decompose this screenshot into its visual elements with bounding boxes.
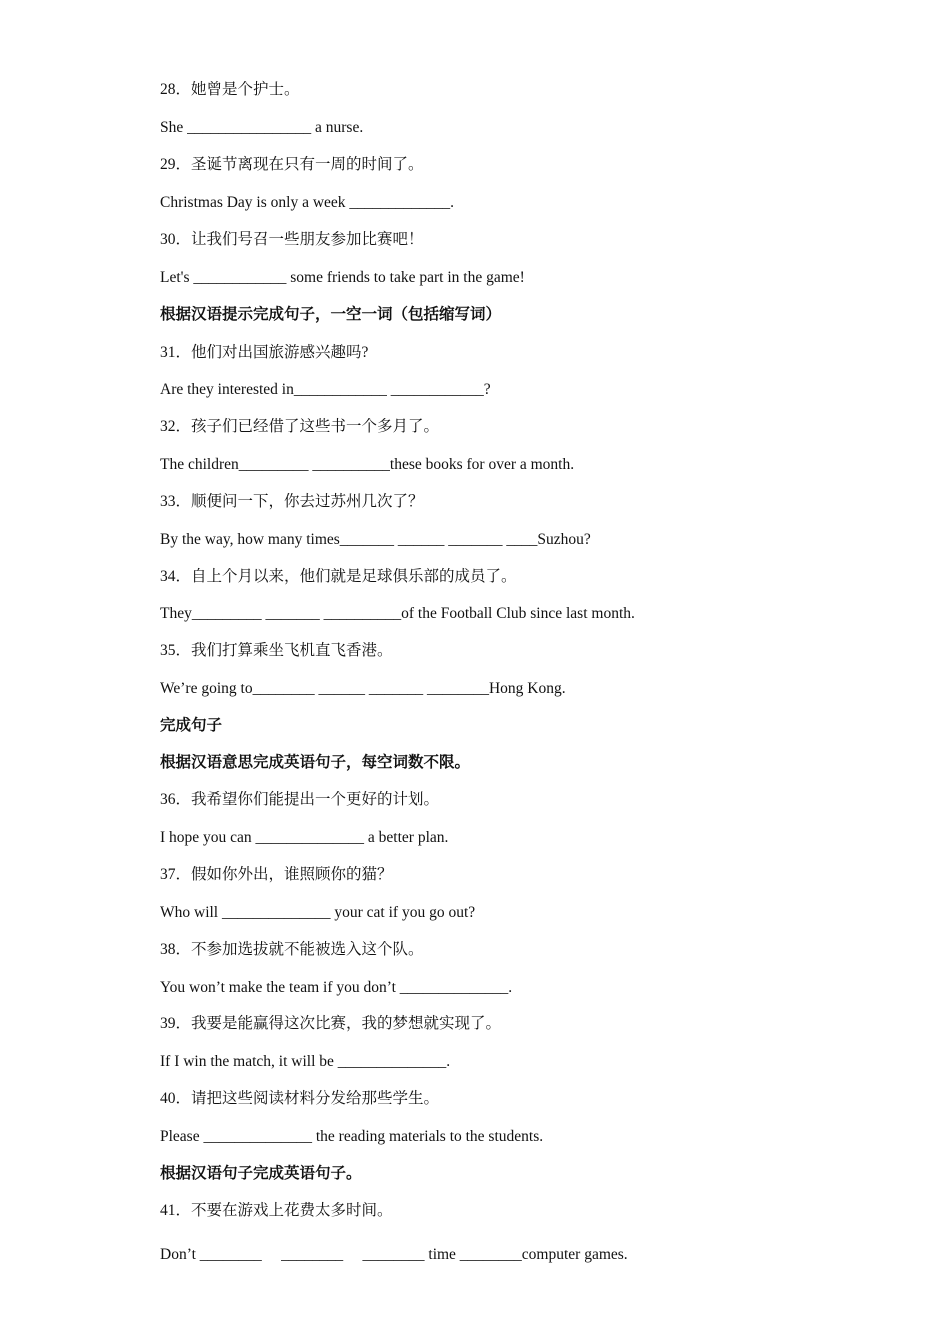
section-heading: 根据汉语意思完成英语句子，每空词数不限。 (160, 754, 471, 771)
question-sentence-en: If I win the match, it will be ______________. (160, 1053, 451, 1070)
question-sentence-en: The children_________ __________these books for over a month. (160, 456, 575, 473)
question-prompt-cn: 28．她曾是个护士。 (160, 81, 300, 98)
question-prompt-cn: 35．我们打算乘坐飞机直飞香港。 (160, 642, 393, 659)
question-prompt-cn: 39．我要是能赢得这次比赛，我的梦想就实现了。 (160, 1015, 502, 1032)
question-prompt-cn: 41．不要在游戏上花费太多时间。 (160, 1202, 393, 1219)
section-heading: 完成句子 (160, 717, 223, 734)
question-prompt-cn: 30．让我们号召一些朋友参加比赛吧！ (160, 231, 424, 248)
question-prompt-cn: 29．圣诞节离现在只有一周的时间了。 (160, 156, 424, 173)
question-prompt-cn: 36．我希望你们能提出一个更好的计划。 (160, 791, 440, 808)
question-prompt-cn: 34．自上个月以来，他们就是足球俱乐部的成员了。 (160, 568, 517, 585)
question-sentence-en: They_________ _______ __________of the Football Club since last month. (160, 605, 635, 622)
question-sentence-en: Let's ____________ some friends to take part in the game! (160, 269, 525, 286)
question-sentence-en: She ________________ a nurse. (160, 119, 364, 136)
question-prompt-cn: 31．他们对出国旅游感兴趣吗? (160, 344, 369, 361)
question-sentence-en: By the way, how many times_______ ______ _______ ____Suzhou? (160, 531, 591, 548)
question-sentence-en: I hope you can ______________ a better plan. (160, 829, 449, 846)
question-prompt-cn: 33．顺便问一下，你去过苏州几次了？ (160, 493, 424, 510)
question-sentence-en: Christmas Day is only a week _____________. (160, 194, 455, 211)
question-prompt-cn: 38．不参加选拔就不能被选入这个队。 (160, 941, 424, 958)
question-sentence-en: Please ______________ the reading materials to the students. (160, 1128, 544, 1145)
question-sentence-en: We’re going to________ ______ _______ ________Hong Kong. (160, 680, 566, 697)
section-heading: 根据汉语句子完成英语句子。 (160, 1165, 362, 1182)
question-sentence-en: You won’t make the team if you don’t ______________. (160, 979, 513, 996)
question-sentence-en: Don’t ________ ________ ________ time ________computer games. (160, 1246, 628, 1263)
question-sentence-en: Who will ______________ your cat if you go out? (160, 904, 476, 921)
question-prompt-cn: 40．请把这些阅读材料分发给那些学生。 (160, 1090, 440, 1107)
section-heading: 根据汉语提示完成句子，一空一词（包括缩写词） (160, 306, 502, 323)
question-prompt-cn: 37．假如你外出，谁照顾你的猫？ (160, 866, 393, 883)
question-sentence-en: Are they interested in____________ ____________? (160, 381, 491, 398)
question-prompt-cn: 32．孩子们已经借了这些书一个多月了。 (160, 418, 440, 435)
